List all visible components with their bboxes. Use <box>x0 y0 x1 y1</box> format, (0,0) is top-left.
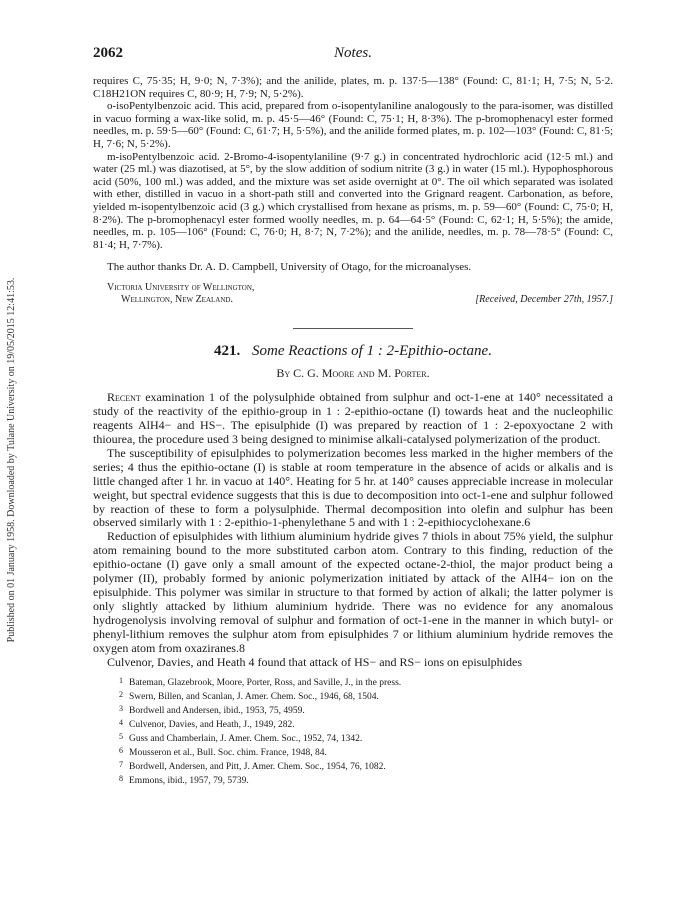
footnote-text: Swern, Billen, and Scanlan, J. Amer. Chem. Soc., 1946, 68, 1504. <box>129 692 379 703</box>
preceding-article-experimental <box>93 75 613 251</box>
experimental-paragraph: m-isoPentylbenzoic acid. 2-Bromo-4-isopentylaniline (9·7 g.) in concentrated hydrochloric acid (12·5 ml.) and water (25 ml.) was diazotised, at 5°, by the slow addition of sodium nitrite (3 g.) in water (15 ml.). Hypophosphorous acid (50%, 100 ml.) was added, and the mixture was set aside overnight at 0°. The oil which separated was isolated with ether, distilled in vacuo in a short-path still and converted into the Grignard reagent. Carbonation, as before, yielded m-isopentylbenzoic acid (3 g.) which crystallised from hexane as prisms, m. p. 59—60° (Found: C, 75·0; H, 8·2%). The p-bromophenacyl ester formed woolly needles, m. p. 64—64·5° (Found: C, 62·1; H, 5·5%); the amide, needles, m. p. 105—106° (Found: C, 76·0; H, 8·7; N, 7·2%); and the anilide, needles, m. p. 78—78·5° (Found: C, 81·4; H, 7·7%). <box>93 150 613 251</box>
footnote-text: Bordwell, Andersen, and Pitt, J. Amer. Chem. Soc., 1954, 76, 1082. <box>129 762 386 773</box>
footnote <box>111 731 613 745</box>
footnotes <box>93 675 613 787</box>
download-watermark-text: Published on 01 January 1958. Downloaded by Tulane University on 19/05/2015 12:41:53. <box>6 277 17 643</box>
footnote-marker: 3 <box>119 704 123 714</box>
author-address <box>93 282 613 308</box>
address-line: Wellington, New Zealand. <box>121 294 233 306</box>
article-number: 421. <box>214 343 241 360</box>
footnote <box>111 773 613 787</box>
footnote-marker: 8 <box>119 774 123 784</box>
download-watermark <box>5 150 19 770</box>
footnote-marker: 1 <box>119 676 123 686</box>
footnote <box>111 675 613 689</box>
body-paragraph: Reduction of episulphides with lithium aluminium hydride gives 7 thiols in about 75% yield, the sulphur atom remaining bound to the more substituted carbon atom. Contrary to this finding, reduction of the epithio-octane (I) gave only a small amount of the expected octane-2-thiol, the major product being a polymer (II), probably formed by anionic polymerization initiated by attack of the AlH4− ion on the episulphide. This polymer was similar in structure to that formed by action of alkali; the latter polymer is only slightly attacked by lithium aluminium hydride. There was no evidence for any anomalous hydrogenolysis involving removal of sulphur and formation of oct-1-ene in the manner in which butyl- or phenyl-lithium removes the sulphur atom from episulphides 7 or lithium aluminium hydride removes the oxygen atom from oxaziranes.8 <box>93 529 613 655</box>
footnote-marker: 7 <box>119 760 123 770</box>
footnote-marker: 5 <box>119 732 123 742</box>
running-title: Notes. <box>334 45 372 61</box>
body-paragraph: The susceptibility of episulphides to polymerization becomes less marked in the higher members of the series; 4 thus the epithio-octane (I) is stable at room temperature in the absence of acids or alkalis and is little changed after 1 hr. in vacuo at 140°. Heating for 5 hr. at 140° causes appreciable increase in molecular weight, but spectral evidence suggests that this is due to decomposition into oct-1-ene and sulphur followed by reaction of these to form a polysulphide. Thermal decomposition into olefin and sulphur has been observed similarly with 1 : 2-epithio-1-phenylethane 5 and with 1 : 2-epithiocyclohexane.6 <box>93 445 613 530</box>
first-word: Recent <box>107 390 141 405</box>
received-date: [Received, December 27th, 1957.] <box>475 294 613 306</box>
footnote-text: Bateman, Glazebrook, Moore, Porter, Ross, and Saville, J., in the press. <box>129 678 402 689</box>
experimental-paragraph: requires C, 75·35; H, 9·0; N, 7·3%); and the anilide, plates, m. p. 137·5—138° (Found: C, 81·1; H, 7·5; N, 5·2. C18H21ON requires C, 80·9; H, 7·9; N, 5·2%). <box>93 75 613 100</box>
article-heading <box>93 343 613 360</box>
experimental-paragraph: o-isoPentylbenzoic acid. This acid, prepared from o-isopentylaniline analogously to the para-isomer, was distilled in vacuo forming a wax-like solid, m. p. 45·5—46° (Found: C, 75·1; H, 8·3%). The p-bromophenacyl ester formed needles, m. p. 59·5—60° (Found: C, 61·7; H, 5·5%), and the anilide formed plates, m. p. 102—103° (Found: C, 81·5; H, 7·6; N, 5·2%). <box>93 100 613 150</box>
footnote-marker: 2 <box>119 690 123 700</box>
footnote <box>111 745 613 759</box>
footnote-marker: 4 <box>119 718 123 728</box>
footnote-text: Emmons, ibid., 1957, 79, 5739. <box>129 776 249 787</box>
body-paragraph <box>93 391 613 447</box>
footnote-text: Guss and Chamberlain, J. Amer. Chem. Soc., 1952, 74, 1342. <box>129 734 363 745</box>
acknowledgement: The author thanks Dr. A. D. Campbell, University of Otago, for the microanalyses. <box>107 261 472 274</box>
article-title: Some Reactions of 1 : 2-Epithio-octane. <box>252 343 492 360</box>
footnote-text: Bordwell and Andersen, ibid., 1953, 75, 4959. <box>129 706 305 717</box>
body-paragraph-text: examination 1 of the polysulphide obtained from sulphur and oct-1-ene at 140° necessitated a study of the reactivity of the epithio-group in 1 : 2-epithio-octane (I) towards heat and the nucleophilic reagents AlH4− and HS−. The episulphide (I) was prepared by reaction of 1 : 2-epoxyoctane 2 with thiourea, the procedure used 3 being designed to minimise alkali-catalysed polymerization of the product. <box>93 390 613 447</box>
footnote <box>111 717 613 731</box>
journal-page <box>93 0 613 787</box>
footnote <box>111 703 613 717</box>
footnote <box>111 689 613 703</box>
article-body <box>93 391 613 669</box>
footnote-marker: 6 <box>119 746 123 756</box>
section-divider <box>293 328 413 329</box>
body-paragraph: Culvenor, Davies, and Heath 4 found that attack of HS− and RS− ions on episulphides <box>107 654 522 669</box>
footnote <box>111 759 613 773</box>
page-number: 2062 <box>93 45 123 61</box>
article-authors: By C. G. Moore and M. Porter. <box>276 366 430 381</box>
address-line: Victoria University of Wellington, <box>107 282 255 294</box>
footnote-text: Mousseron et al., Bull. Soc. chim. France, 1948, 84. <box>129 748 327 759</box>
footnote-text: Culvenor, Davies, and Heath, J., 1949, 282. <box>129 720 295 731</box>
page-header <box>93 45 613 67</box>
